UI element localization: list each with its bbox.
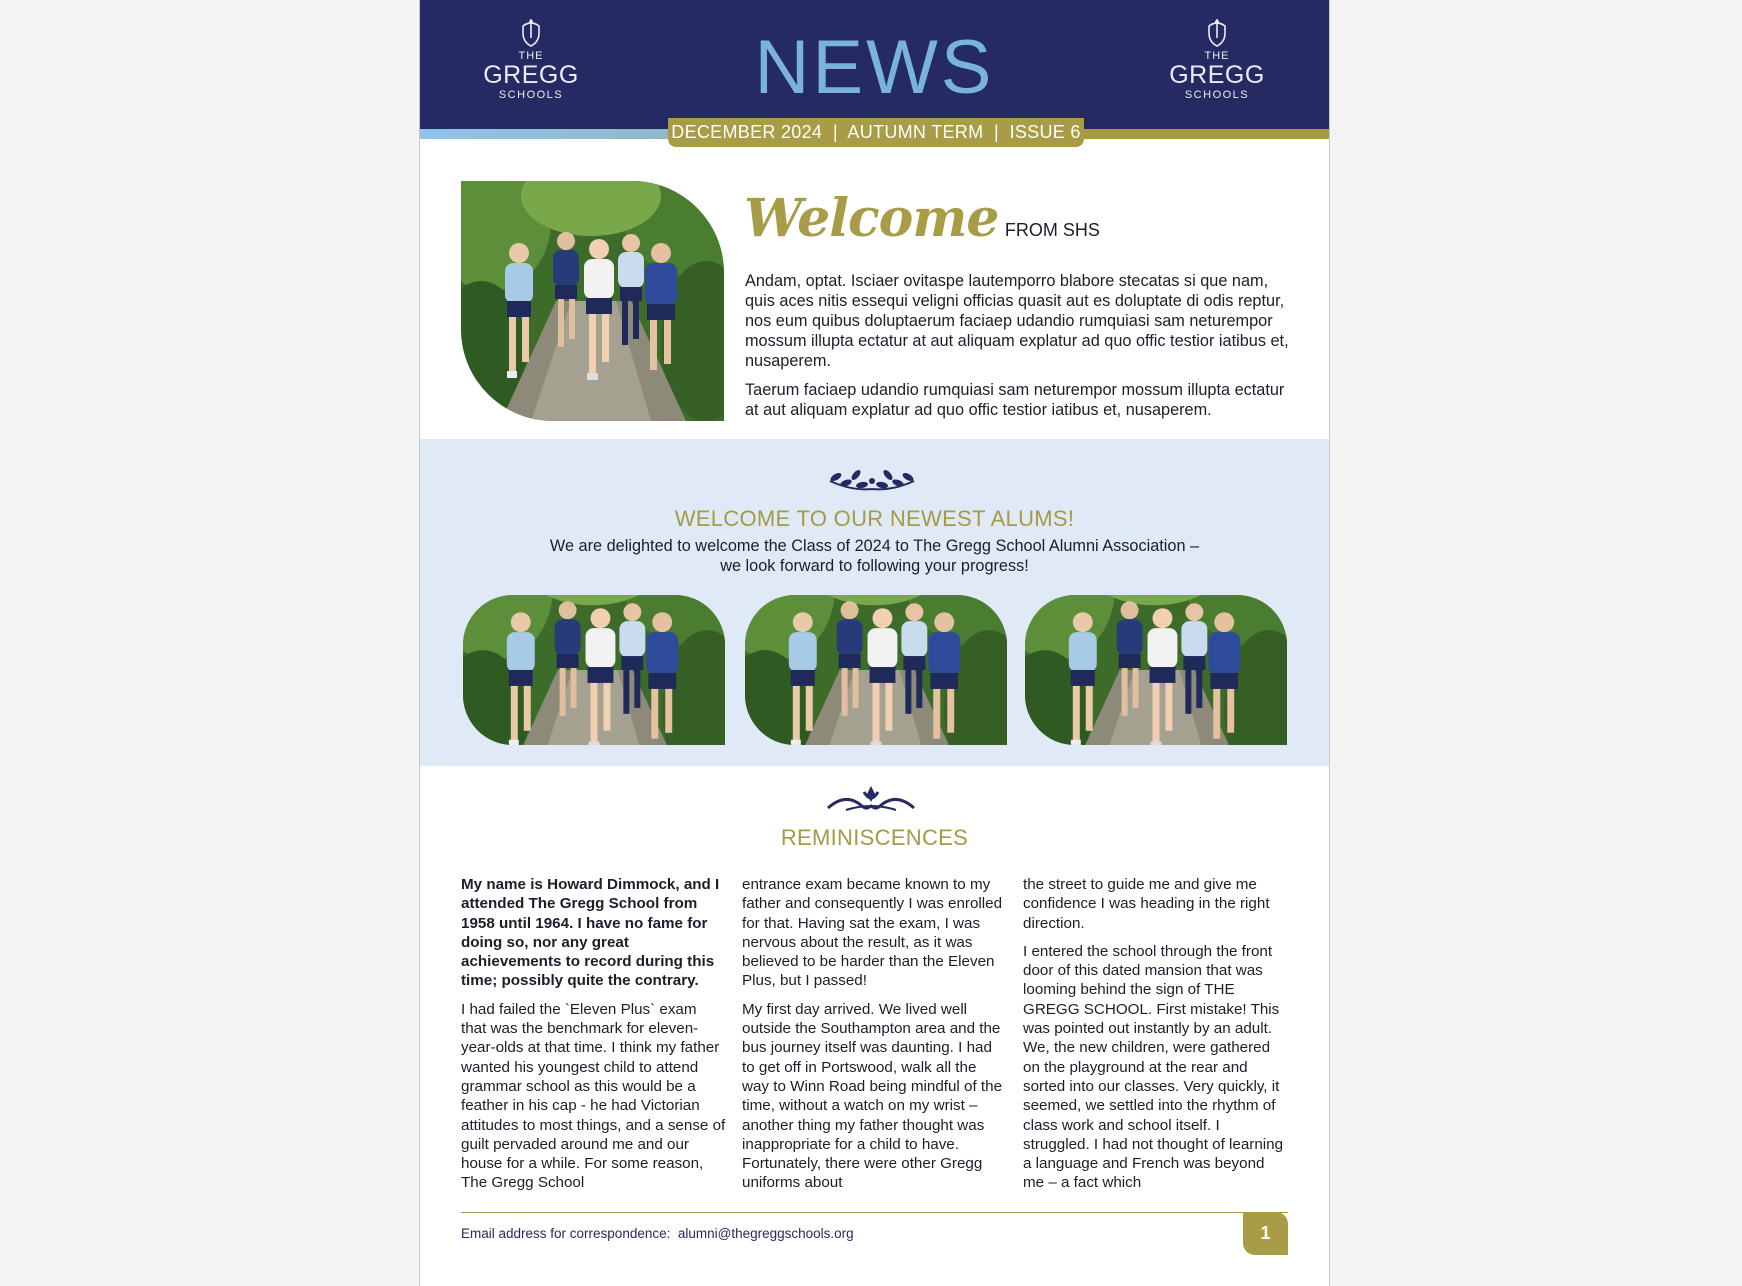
article-column-3 [1023, 875, 1288, 1202]
crest-icon [1204, 16, 1230, 48]
article-paragraph: I entered the school through the front door of this dated mansion that was looming behind the sign of THE GREGG SCHOOL. First mistake! This was pointed out instantly by an adult. We, the new children, were gathered on the playground at the rear and sorted into our classes. Very quickly, it seemed, we settled into the rhythm of class work and school itself. I struggled. I had not thought of learning a language and French was beyond me – a fact which [1023, 942, 1284, 1192]
flourish-icon [826, 782, 916, 816]
newsletter-page [419, 0, 1330, 1286]
welcome-script-word: Welcome [744, 188, 999, 249]
article-paragraph: My first day arrived. We lived well outside the Southampton area and the bus journey itself was daunting. I had to get off in Portswood, walk all the way to Winn Road being mindful of the time, without a watch on my wrist – another thing my father thought was inappropriate for a child to have. Fortunately, there were other Gregg uniforms about [742, 1000, 1003, 1192]
article-column-1 [461, 875, 726, 1202]
alums-section [420, 439, 1329, 766]
logo-schools: SCHOOLS [498, 89, 564, 101]
alum-photo [463, 595, 725, 745]
alum-photo [1025, 595, 1287, 745]
welcome-heading [744, 188, 1100, 248]
issue-banner: DECEMBER 2024 | AUTUMN TERM | ISSUE 6 [668, 118, 1084, 147]
article-paragraph: I had failed the `Eleven Plus` exam that was the benchmark for eleven-year-olds at that time. I think my father wanted his youngest child to attend grammar school as this would be a feather in his cap - he had Victorian attitudes to most things, and a sense of guilt pervaded around me and our house for a while. For some reason, The Gregg School [461, 1000, 726, 1192]
page-number: 1 [1243, 1212, 1288, 1255]
article-paragraph: the street to guide me and give me confidence I was heading in the right direction. [1023, 876, 1270, 932]
alums-text [520, 536, 1229, 576]
logo-name: GREGG [1169, 61, 1265, 89]
alums-title: WELCOME TO OUR NEWEST ALUMS! [674, 506, 1075, 531]
hero-photo [461, 181, 724, 421]
alums-text-line: we look forward to following your progress! [720, 557, 1029, 575]
alum-photo [745, 595, 1007, 745]
footer-rule [461, 1212, 1288, 1213]
logo-name: GREGG [483, 61, 579, 89]
welcome-paragraph: Andam, optat. Isciaer ovitaspe lautemporro blabore stecatas si que nam, quis aces nitis essequi veligni officias quasit aut es doluptate di odis reptur, nos eum quibus doluptaerum faciaep udandio rumquiasi sam neturempor mossum illupta ectatur at aut aliquam explatur ad quo offic testior iatibus et, nusaperem. [745, 272, 1289, 370]
alums-text-line: We are delighted to welcome the Class of 2024 to The Gregg School Alumni Association – [549, 537, 1200, 555]
article-intro: My name is Howard Dimmock, and I attended The Gregg School from 1958 until 1964. I have no fame for doing so, nor any great achievements to record during this time; possibly quite the contrary. [461, 876, 720, 990]
footer-email: Email address for correspondence: alumni@thegreggschools.org [461, 1226, 854, 1241]
welcome-from: FROM SHS [1004, 220, 1100, 240]
laurel-icon [822, 461, 922, 495]
school-logo-right [1162, 16, 1272, 102]
logo-the: THE [518, 50, 544, 62]
reminiscences-title: REMINISCENCES [780, 825, 969, 850]
welcome-paragraph: Taerum faciaep udandio rumquiasi sam neturempor mossum illupta ectatur at aut aliquam explatur ad quo offic testior iatibus et, nusaperem. [745, 381, 1285, 419]
logo-the: THE [1204, 50, 1230, 62]
article-paragraph: entrance exam became known to my father and consequently I was enrolled for that. Having sat the exam, I was nervous about the result, as it was believed to be harder than the Eleven Plus, but I passed! [742, 876, 1003, 990]
header-stripe-gold [1080, 129, 1329, 139]
newsletter-title: NEWS [754, 25, 995, 110]
logo-schools: SCHOOLS [1184, 89, 1250, 101]
article-column-2 [742, 875, 1007, 1202]
header-stripe-blue [420, 129, 670, 139]
